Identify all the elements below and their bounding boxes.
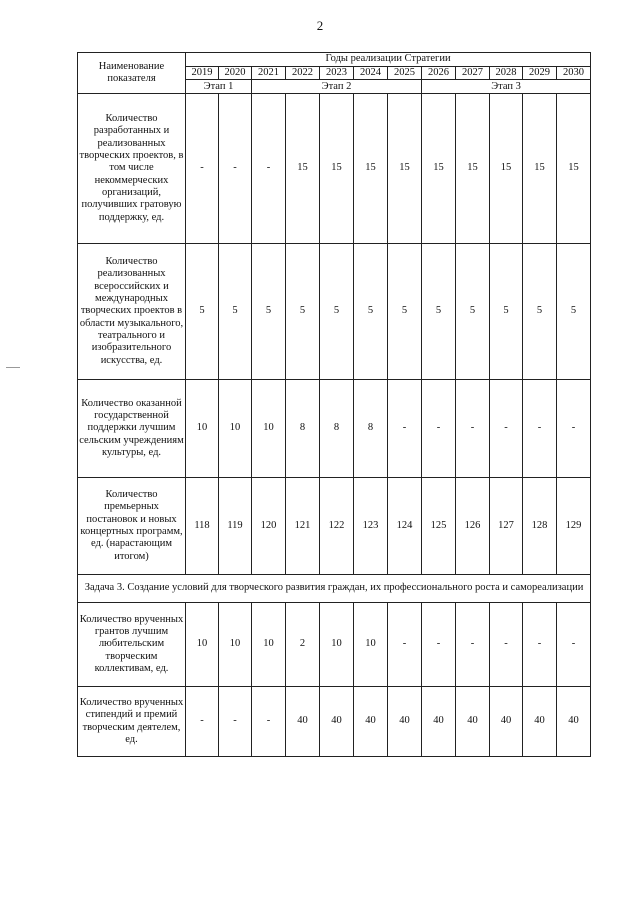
value-cell: 118 xyxy=(186,478,219,575)
value-cell: 8 xyxy=(354,380,388,478)
stage-3: Этап 3 xyxy=(422,80,591,94)
value-cell: - xyxy=(219,94,252,244)
indicator-name: Количество врученных грантов лучшим любительским творческим коллективам, ед. xyxy=(78,603,186,687)
value-cell: 10 xyxy=(219,380,252,478)
year-cell: 2019 xyxy=(186,66,219,80)
value-cell: - xyxy=(252,94,286,244)
value-cell: 120 xyxy=(252,478,286,575)
table-row xyxy=(78,94,591,244)
value-cell: 40 xyxy=(490,687,523,757)
task-3-heading: Задача 3. Создание условий для творческого развития граждан, их профессионального роста и самореализации xyxy=(78,575,591,603)
value-cell: 8 xyxy=(320,380,354,478)
value-cell: 122 xyxy=(320,478,354,575)
indicator-name: Количество премьерных постановок и новых концертных программ, ед. (нарастающим итогом) xyxy=(78,478,186,575)
value-cell: - xyxy=(252,687,286,757)
year-cell: 2028 xyxy=(490,66,523,80)
value-cell: - xyxy=(186,687,219,757)
margin-mark xyxy=(6,367,20,368)
value-cell: 10 xyxy=(252,603,286,687)
table-row xyxy=(78,478,591,575)
value-cell: 40 xyxy=(557,687,591,757)
value-cell: 15 xyxy=(388,94,422,244)
value-cell: 5 xyxy=(286,244,320,380)
value-cell: 10 xyxy=(186,603,219,687)
value-cell: 40 xyxy=(286,687,320,757)
year-cell: 2020 xyxy=(219,66,252,80)
table-row xyxy=(78,687,591,757)
value-cell: 5 xyxy=(219,244,252,380)
task-row xyxy=(78,575,591,603)
year-cell: 2023 xyxy=(320,66,354,80)
value-cell: - xyxy=(456,603,490,687)
value-cell: 5 xyxy=(354,244,388,380)
value-cell: 129 xyxy=(557,478,591,575)
value-cell: - xyxy=(186,94,219,244)
value-cell: 15 xyxy=(354,94,388,244)
value-cell: 125 xyxy=(422,478,456,575)
value-cell: 5 xyxy=(557,244,591,380)
strategy-indicators-table xyxy=(77,52,591,757)
value-cell: 5 xyxy=(490,244,523,380)
value-cell: - xyxy=(388,380,422,478)
indicator-name: Количество врученных стипендий и премий творческим деятелем, ед. xyxy=(78,687,186,757)
value-cell: 10 xyxy=(354,603,388,687)
page-number: 2 xyxy=(316,18,324,33)
value-cell: 5 xyxy=(320,244,354,380)
value-cell: 15 xyxy=(490,94,523,244)
value-cell: - xyxy=(490,380,523,478)
value-cell: 10 xyxy=(252,380,286,478)
year-cell: 2025 xyxy=(388,66,422,80)
year-cell: 2021 xyxy=(252,66,286,80)
value-cell: 126 xyxy=(456,478,490,575)
value-cell: 10 xyxy=(219,603,252,687)
value-cell: 15 xyxy=(456,94,490,244)
value-cell: 40 xyxy=(456,687,490,757)
value-cell: 15 xyxy=(286,94,320,244)
value-cell: 124 xyxy=(388,478,422,575)
value-cell: 5 xyxy=(186,244,219,380)
value-cell: 2 xyxy=(286,603,320,687)
year-cell: 2026 xyxy=(422,66,456,80)
value-cell: 40 xyxy=(354,687,388,757)
indicator-header: Наименование показателя xyxy=(78,53,186,94)
value-cell: - xyxy=(557,603,591,687)
value-cell: - xyxy=(388,603,422,687)
value-cell: 40 xyxy=(388,687,422,757)
year-cell: 2029 xyxy=(523,66,557,80)
header-row-title xyxy=(78,53,591,67)
value-cell: 128 xyxy=(523,478,557,575)
value-cell: - xyxy=(422,380,456,478)
value-cell: 15 xyxy=(422,94,456,244)
value-cell: 123 xyxy=(354,478,388,575)
value-cell: - xyxy=(557,380,591,478)
value-cell: 15 xyxy=(523,94,557,244)
value-cell: 127 xyxy=(490,478,523,575)
value-cell: - xyxy=(456,380,490,478)
stage-2: Этап 2 xyxy=(252,80,422,94)
value-cell: 40 xyxy=(523,687,557,757)
value-cell: 8 xyxy=(286,380,320,478)
year-cell: 2024 xyxy=(354,66,388,80)
value-cell: - xyxy=(422,603,456,687)
value-cell: 5 xyxy=(523,244,557,380)
indicator-name: Количество оказанной государственной поддержки лучшим сельским учреждениям культуры, ед. xyxy=(78,380,186,478)
year-cell: 2022 xyxy=(286,66,320,80)
stage-1: Этап 1 xyxy=(186,80,252,94)
value-cell: 5 xyxy=(422,244,456,380)
value-cell: - xyxy=(523,603,557,687)
table-row xyxy=(78,244,591,380)
value-cell: 5 xyxy=(456,244,490,380)
value-cell: 10 xyxy=(186,380,219,478)
indicator-name: Количество разработанных и реализованных творческих проектов, в том числе некоммерческих организаций, получивших гратовую поддержку, ед. xyxy=(78,94,186,244)
value-cell: 5 xyxy=(388,244,422,380)
value-cell: - xyxy=(523,380,557,478)
value-cell: 15 xyxy=(320,94,354,244)
value-cell: 119 xyxy=(219,478,252,575)
year-cell: 2030 xyxy=(557,66,591,80)
value-cell: 40 xyxy=(422,687,456,757)
years-title: Годы реализации Стратегии xyxy=(186,53,591,67)
value-cell: 5 xyxy=(252,244,286,380)
table-row xyxy=(78,603,591,687)
year-cell: 2027 xyxy=(456,66,490,80)
table-row xyxy=(78,380,591,478)
value-cell: - xyxy=(490,603,523,687)
value-cell: 15 xyxy=(557,94,591,244)
indicator-name: Количество реализованных всероссийских и международных творческих проектов в области музыкального, театрального и изобразительного искусства, ед. xyxy=(78,244,186,380)
value-cell: 10 xyxy=(320,603,354,687)
value-cell: 121 xyxy=(286,478,320,575)
value-cell: - xyxy=(219,687,252,757)
value-cell: 40 xyxy=(320,687,354,757)
